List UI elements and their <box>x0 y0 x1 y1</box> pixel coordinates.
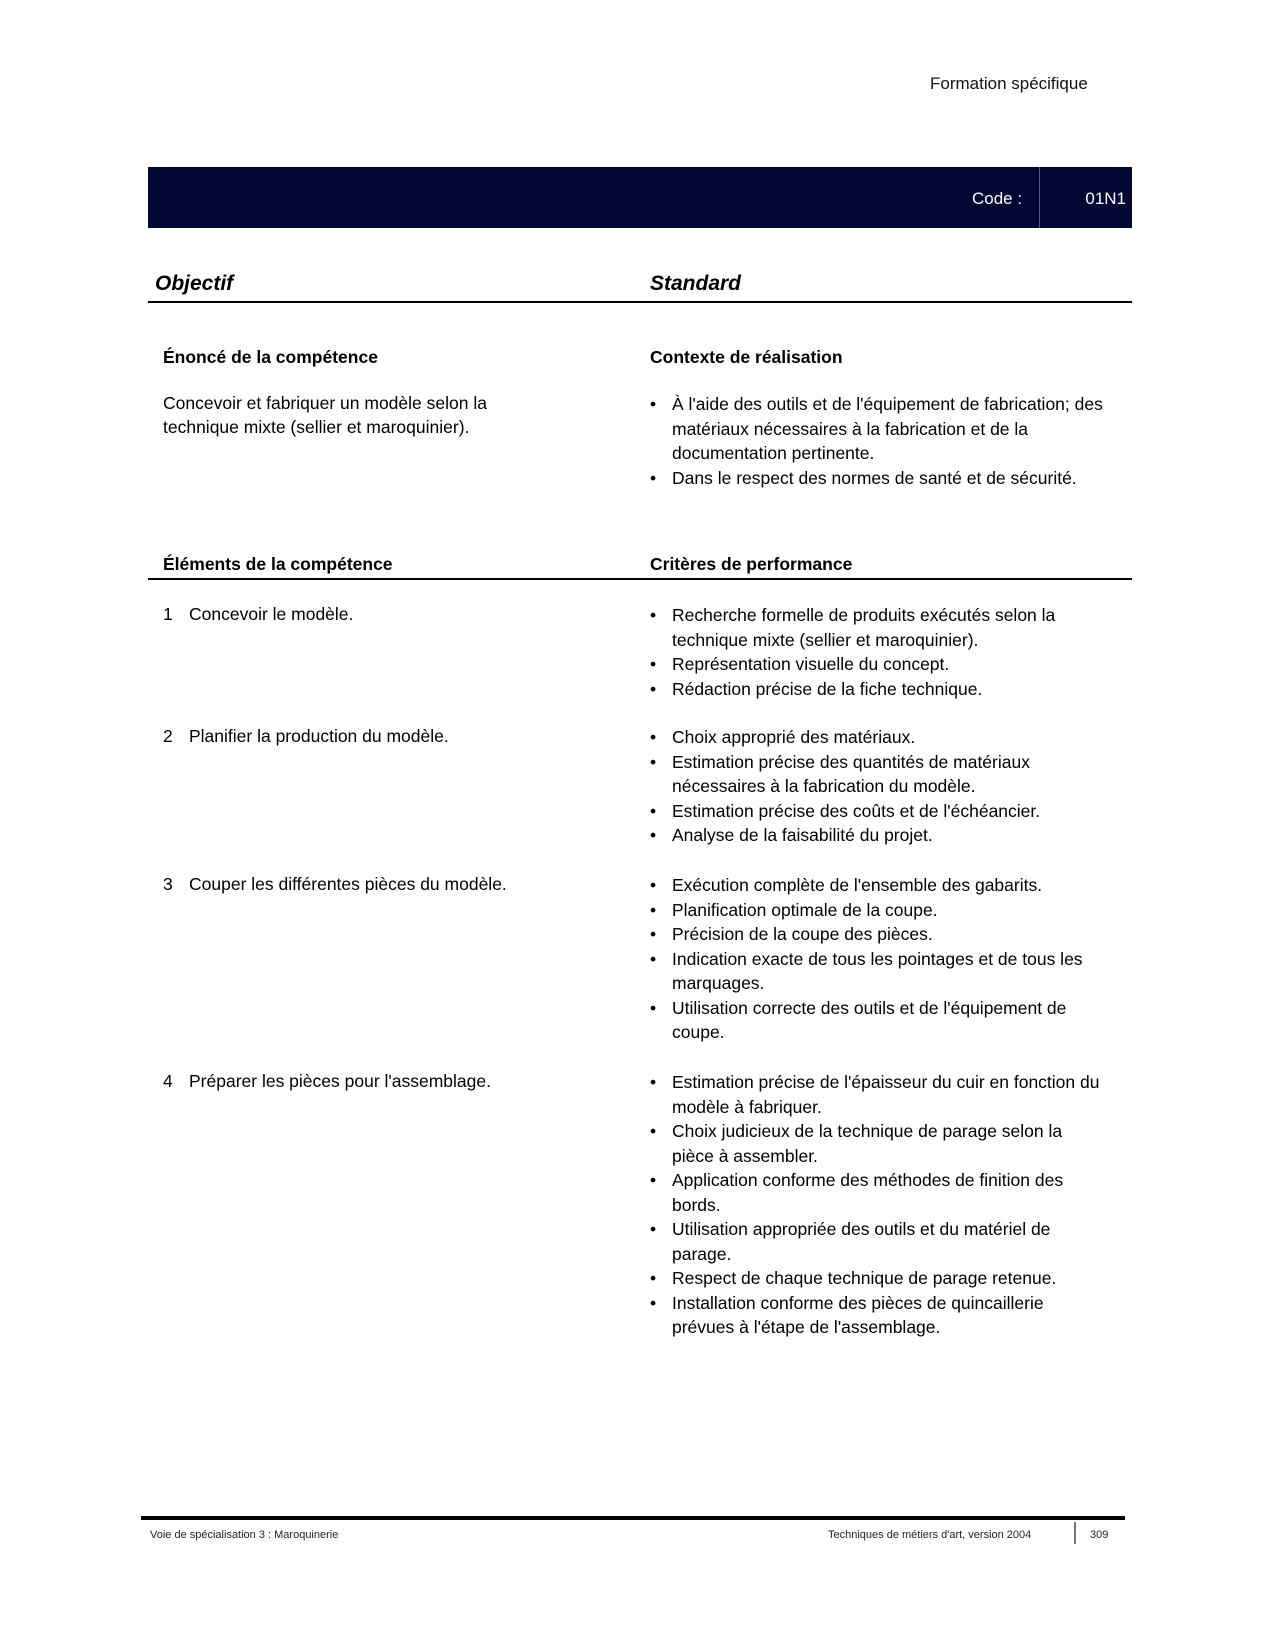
bullet-icon: • <box>650 467 657 488</box>
criterion-text: Planification optimale de la coupe. <box>672 899 938 920</box>
element-2 <box>163 724 449 748</box>
criterion-text: Exécution complète de l'ensemble des gabarits. <box>672 875 1043 895</box>
list-item <box>650 392 1105 466</box>
element-number: 1 <box>163 604 173 624</box>
bullet-icon: • <box>650 1219 657 1239</box>
objectif-title: Objectif <box>155 272 234 295</box>
list-item <box>650 677 1105 702</box>
list-item <box>650 1266 1105 1291</box>
criterion-text: Application conforme des méthodes de finition des bords. <box>672 1170 1064 1215</box>
element-number: 3 <box>163 874 173 894</box>
footer-rule <box>141 1516 1125 1520</box>
element-label: Préparer les pièces pour l'assemblage. <box>189 1071 491 1091</box>
bullet-icon: • <box>650 1170 657 1190</box>
criterion-text: Précision de la coupe des pièces. <box>672 924 933 944</box>
criterion-text: Respect de chaque technique de parage retenue. <box>672 1268 1057 1288</box>
criterion-text: Indication exacte de tous les pointages et de tous les marquages. <box>672 948 1083 993</box>
bullet-icon: • <box>650 1072 657 1092</box>
list-item <box>650 996 1105 1045</box>
criterion-text: Utilisation correcte des outils et de l'équipement de coupe. <box>672 997 1067 1042</box>
footer-left-text: Voie de spécialisation 3 : Maroquinerie <box>150 1529 339 1541</box>
element-label: Concevoir le modèle. <box>189 604 354 624</box>
elements-rule <box>148 578 1132 580</box>
list-item <box>650 1217 1105 1266</box>
element-label: Planifier la production du modèle. <box>189 726 449 746</box>
contexte-item-text: À l'aide des outils et de l'équipement de fabrication; des matériaux nécessaires à la fabrication et de la documentation pertinente. <box>672 394 1103 463</box>
list-item <box>650 922 1105 947</box>
bullet-icon: • <box>650 751 657 772</box>
bullet-icon: • <box>650 924 657 944</box>
bullet-icon: • <box>650 1268 657 1288</box>
criteria-list-1 <box>650 603 1105 701</box>
criterion-text: Choix judicieux de la technique de parage selon la pièce à assembler. <box>672 1121 1063 1166</box>
bullet-icon: • <box>650 800 657 821</box>
list-item <box>650 1291 1105 1340</box>
element-label: Couper les différentes pièces du modèle. <box>189 874 507 894</box>
criterion-text: Estimation précise de l'épaisseur du cuir en fonction du modèle à fabriquer. <box>672 1072 1100 1117</box>
criteria-heading: Critères de performance <box>650 554 853 574</box>
element-number: 4 <box>163 1071 173 1091</box>
criterion-text: Recherche formelle de produits exécutés selon la technique mixte (sellier et maroquinier). <box>672 605 1056 650</box>
footer-separator <box>1074 1522 1076 1544</box>
list-item <box>650 725 1105 750</box>
bullet-icon: • <box>650 727 657 747</box>
code-label: Code : <box>972 189 1023 208</box>
contexte-item-text: Dans le respect des normes de santé et de sécurité. <box>672 467 1077 488</box>
standard-title: Standard <box>650 272 742 295</box>
bullet-icon: • <box>650 654 657 674</box>
criteria-list-2 <box>650 725 1105 848</box>
bullet-icon: • <box>650 997 657 1018</box>
list-item <box>650 1119 1105 1168</box>
criterion-text: Analyse de la faisabilité du projet. <box>672 825 933 845</box>
bullet-icon: • <box>650 825 657 845</box>
elements-heading: Éléments de la compétence <box>163 554 393 574</box>
list-item <box>650 947 1105 996</box>
code-value: 01N1 <box>1085 189 1126 208</box>
list-item <box>650 799 1105 824</box>
list-item <box>650 750 1105 799</box>
bullet-icon: • <box>650 1292 657 1313</box>
criterion-text: Estimation précise des coûts et de l'échéancier. <box>672 800 1041 821</box>
list-item <box>650 1070 1105 1119</box>
criterion-text: Utilisation appropriée des outils et du matériel de parage. <box>672 1219 1051 1264</box>
bullet-icon: • <box>650 394 657 414</box>
criterion-text: Installation conforme des pièces de quincaillerie prévues à l'étape de l'assemblage. <box>672 1292 1044 1337</box>
criterion-text: Représentation visuelle du concept. <box>672 654 950 674</box>
page-number: 309 <box>1090 1529 1109 1541</box>
bullet-icon: • <box>650 948 657 969</box>
list-item <box>650 873 1105 898</box>
element-1 <box>163 602 353 626</box>
list-item <box>650 1168 1105 1217</box>
list-item <box>650 603 1105 652</box>
list-item <box>650 823 1105 848</box>
enonce-heading: Énoncé de la compétence <box>163 347 378 367</box>
element-number: 2 <box>163 726 173 746</box>
bullet-icon: • <box>650 1121 657 1141</box>
document-section-label: Formation spécifique <box>930 74 1088 93</box>
criterion-text: Estimation précise des quantités de matériaux nécessaires à la fabrication du modèle. <box>672 751 1030 796</box>
list-item <box>650 898 1105 923</box>
list-item <box>650 466 1105 491</box>
criteria-list-4 <box>650 1070 1105 1340</box>
code-divider <box>1039 167 1040 228</box>
bullet-icon: • <box>650 678 657 699</box>
footer-right-text: Techniques de métiers d'art, version 2004 <box>828 1529 1032 1541</box>
contexte-list <box>650 392 1105 490</box>
criterion-text: Rédaction précise de la fiche technique. <box>672 678 983 699</box>
criteria-list-3 <box>650 873 1105 1045</box>
column-title-rule <box>148 301 1132 303</box>
bullet-icon: • <box>650 875 657 895</box>
contexte-heading: Contexte de réalisation <box>650 347 843 367</box>
bullet-icon: • <box>650 605 657 625</box>
enonce-text: Concevoir et fabriquer un modèle selon la technique mixte (sellier et maroquinier). <box>163 393 487 437</box>
criterion-text: Choix approprié des matériaux. <box>672 727 916 747</box>
bullet-icon: • <box>650 899 657 920</box>
list-item <box>650 652 1105 677</box>
element-3 <box>163 872 507 896</box>
element-4 <box>163 1069 491 1093</box>
